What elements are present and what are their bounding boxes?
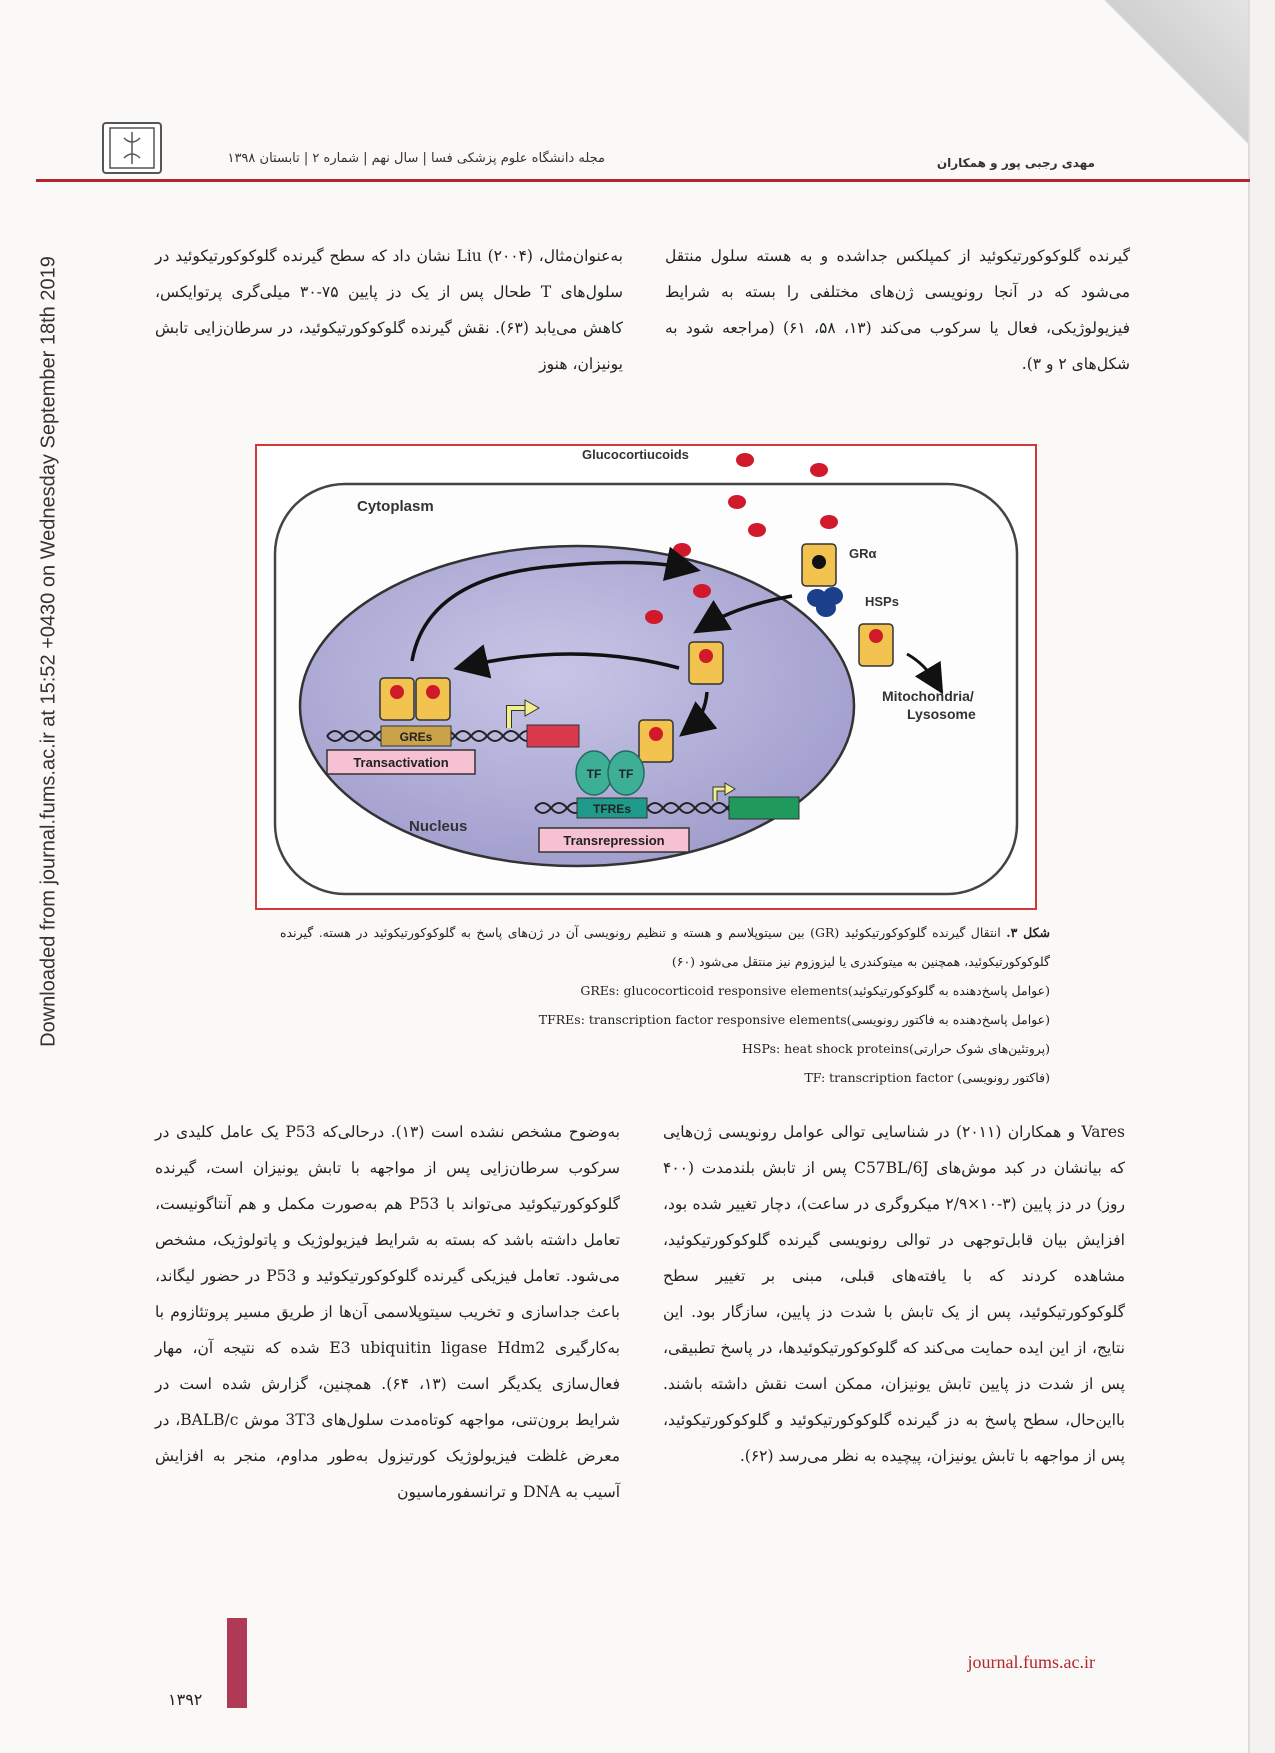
caption-abbrev-gres: GREs: glucocorticoid responsive elements(عوامل پاسخ‌دهنده به گلوکوکورتیکوئید) (580, 983, 1050, 998)
caption-text: انتقال گیرنده گلوکوکورتیکوئید (GR) بین سیتوپلاسم و هسته و تنظیم رونویسی آن در ژن‌های پاسخ به گلوکوکورتیکوئید در هسته. گیرنده گلوکوکورتیکوئید، همچنین به میتوکندری یا لیزوزوم نیز منتقل می‌شود (۶۰) (280, 925, 1050, 969)
paragraph-top-right: گیرنده گلوکوکورتیکوئید از کمپلکس جداشده و به هسته سلول منتقل می‌شود که در آنجا رونویسی ژن‌های مختلفی را بسته به شرایط فیزیولوژیکی، فعال یا سرکوب می‌کند (۱۳، ۵۸، ۶۱) (مراجعه شود به شکل‌های ۲ و ۳). (665, 247, 1130, 373)
label-hsps: HSPs (865, 594, 899, 609)
gene-green (729, 797, 799, 819)
caption-label: شکل ۳. (1006, 925, 1050, 940)
svg-text:TFREs: TFREs (592, 802, 632, 816)
page-edge (1248, 0, 1250, 1753)
svg-text:GREs: GREs (399, 730, 433, 744)
figure-caption (280, 918, 1050, 1092)
label-lysosome: Lysosome (907, 706, 976, 722)
paragraph-top-left: به‌عنوان‌مثال، Liu (۲۰۰۴) نشان داد که سطح گیرنده گلوکوکورتیکوئید در سلول‌های T طحال پس از یک دز پایین ۷۵-۳۰ میلی‌گری پرتوایکس، کاهش می‌یابد (۶۳). نقش گیرنده گلوکوکورتیکوئید، در سرطان‌زایی تابش یونیزان، هنوز (155, 247, 623, 373)
paragraph-bottom-right: Vares و همکاران (۲۰۱۱) در شناسایی توالی عوامل رونویسی ژن‌هایی که بیانشان در کبد موش‌های C57BL/6J پس از تابش بلندمدت (۴۰۰ روز) در دز پایین (۳-۱۰×۲/۹ میکروگری در ساعت)، دچار تغییر شده بود، افزایش بیان قابل‌توجهی در توالی رونویسی گیرنده گلوکوکورتیکوئید، مشاهده کردند که با یافته‌های قبلی، مبنی بر تغییر سطح گلوکوکورتیکوئید، پس از یک تابش با شدت دز پایین، سازگار بود. این نتایج، از این ایده حمایت می‌کند که گلوکوکورتیکوئیدها، در پاسخ تطبیقی، پس از شدت دز پایین تابش یونیزان، ممکن است نقش داشته باشند. بااین‌حال، سطح پاسخ به دز گیرنده گلوکوکورتیکوئید و گلوکوکورتیکوئید، پس از مواجهه با تابش یونیزان، پیچیده به نظر می‌رسد (۶۲). (663, 1123, 1126, 1465)
journal-logo (102, 122, 162, 174)
page-fold (1100, 0, 1250, 150)
svg-text:Transactivation: Transactivation (353, 755, 449, 770)
label-mitochondria: Mitochondria/ (882, 688, 974, 704)
label-glucocorticoids: Glucocortiucoids (582, 447, 689, 462)
paragraph-bottom-left: به‌وضوح مشخص نشده است (۱۳). درحالی‌که P53 یک عامل کلیدی در سرکوب سرطان‌زایی پس از مواجهه با تابش یونیزان است، گیرنده گلوکوکورتیکوئید می‌تواند با P53 هم به‌صورت مکمل و هم آنتاگونیست، تعامل داشته باشد که بسته به شرایط فیزیولوژیک و پاتولوژیک، مشخص می‌شود. تعامل فیزیکی گیرنده گلوکوکورتیکوئید و P53 در حضور لیگاند، باعث جداسازی و تخریب سیتوپلاسمی آن‌ها از طریق مسیر پروتئازوم با به‌کارگیری E3 ubiquitin ligase Hdm2 شده که نتیجه آن، مهار فعال‌سازی یکدیگر است (۱۳، ۶۴). همچنین، گزارش شده است در شرایط برون‌تنی، مواجهه کوتاه‌مدت سلول‌های 3T3 موش BALB/c، در معرض غلظت فیزیولوژیک کورتیزول به‌طور مداوم، منجر به افزایش آسیب به DNA و ترانسفورماسیون (155, 1123, 621, 1501)
svg-text:TF: TF (586, 767, 602, 781)
caption-main (280, 918, 1050, 976)
footer-accent-bar (227, 1618, 247, 1708)
label-nucleus: Nucleus (409, 818, 468, 835)
footer-url[interactable]: journal.fums.ac.ir (967, 1652, 1095, 1672)
gr-with-tf (639, 720, 673, 762)
caption-abbrev-tf: TF: transcription factor (فاکتور رونویسی) (804, 1070, 1050, 1085)
page-number: ۱۳۹۲ (168, 1690, 203, 1709)
label-cytoplasm: Cytoplasm (357, 498, 434, 515)
svg-text:TF: TF (618, 767, 634, 781)
svg-text:Transrepression: Transrepression (563, 833, 665, 848)
gr-nuclear (689, 642, 723, 684)
journal-header: مجله دانشگاه علوم پزشکی فسا | سال نهم | شماره ۲ | تابستان ۱۳۹۸ (227, 151, 605, 166)
header-rule (36, 179, 1250, 182)
figure-gr-translocation (255, 444, 1037, 910)
caption-abbrev-tfres: TFREs: transcription factor responsive elements(عوامل پاسخ‌دهنده به فاکتور رونویسی) (538, 1012, 1050, 1027)
gene-red (527, 725, 579, 747)
download-watermark: Downloaded from journal.fums.ac.ir at 15:52 +0430 on Wednesday September 18th 2019 (37, 256, 60, 1047)
caption-abbrev-hsps: HSPs: heat shock proteins(پروتئین‌های شوک حرارتی) (742, 1041, 1050, 1056)
label-gr-alpha: GRα (849, 546, 877, 561)
header-authors: مهدی رجبی پور و همکاران (936, 156, 1095, 170)
gr-cytoplasm-right (859, 624, 893, 666)
